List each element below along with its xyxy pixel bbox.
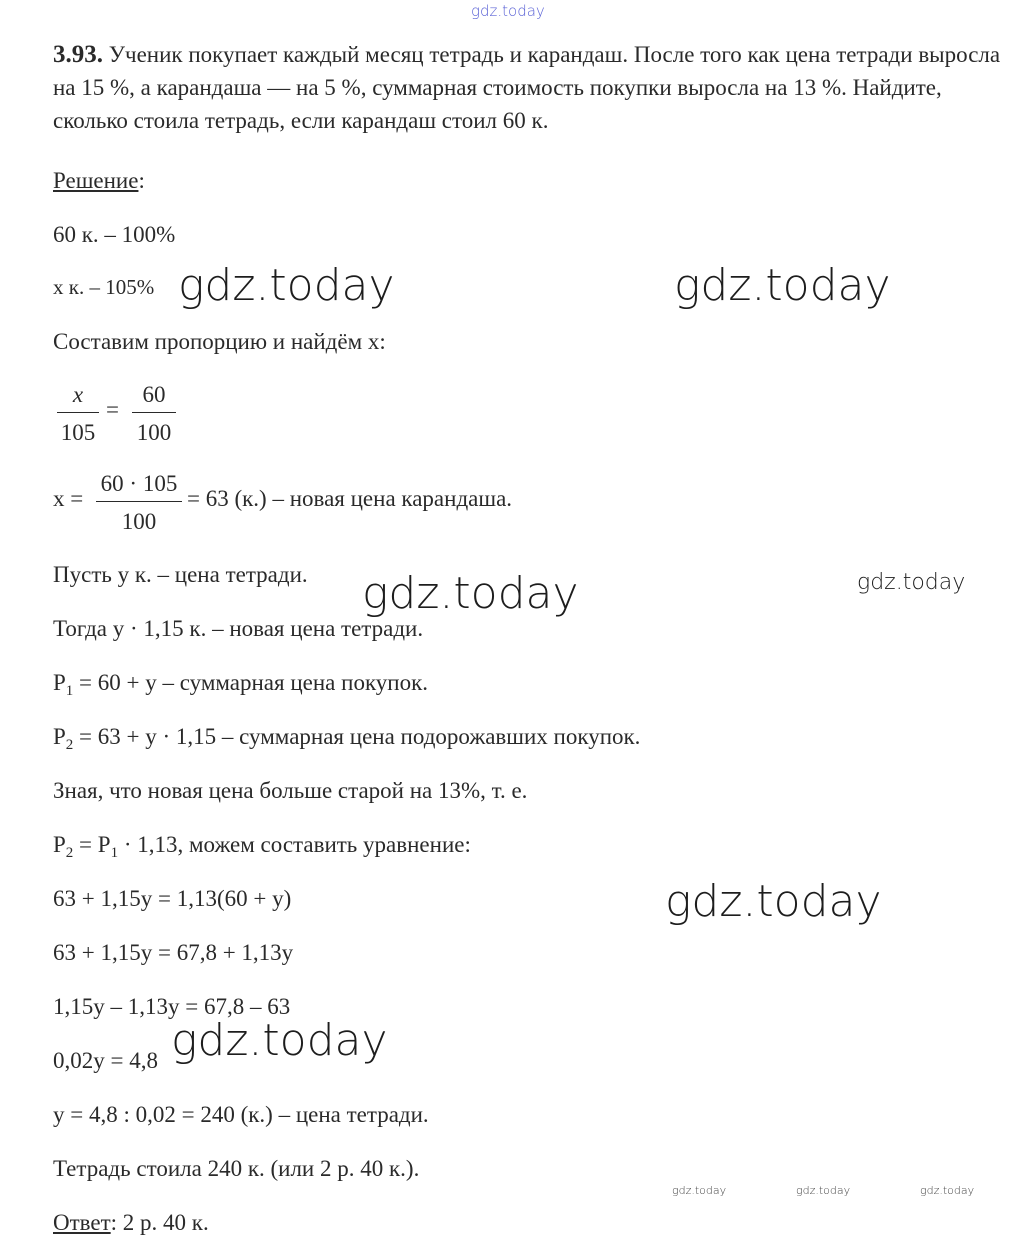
solution-heading-label: Решение [53,168,139,193]
equation-step-3: 1,15у – 1,13у = 67,8 – 63 [53,994,291,1019]
fraction-numerator: 60 · 105 [96,472,182,502]
proportion-left-fraction [57,383,99,444]
proportion-equals: = [106,397,119,422]
watermark-medium: gdz.today [857,570,966,595]
watermark-top: gdz.today [471,2,545,20]
line-p2 [53,724,641,753]
answer-line [53,1211,209,1234]
problem-number: 3.93. [53,41,103,68]
fraction-denominator: 100 [121,509,157,534]
problem-statement [53,38,1018,137]
proportion-right-fraction [132,383,176,444]
line-knowing-13-percent: Зная, что новая цена больше старой на 13%, т. е. [53,778,528,803]
watermark-small-2: gdz.today [796,1184,851,1197]
fraction-denominator: 100 [136,420,172,445]
x-equation-fraction [96,472,182,533]
eq-p1-subscript: 1 [110,845,119,861]
line-p1 [53,670,429,699]
p1-subscript: 1 [65,683,74,699]
fraction-denominator: 105 [60,420,96,445]
p2-symbol: P [53,724,66,749]
equation-step-1: 63 + 1,15у = 1,13(60 + у) [53,886,292,911]
line-compose-proportion: Составим пропорцию и найдём х: [53,329,386,354]
watermark-large-4: gdz.today [665,876,882,927]
line-pencil-new-percent: х к. – 105% [53,275,155,299]
eq-text: · 1,13, можем составить уравнение: [118,832,471,857]
p2-subscript: 2 [65,737,74,753]
x-equation-rhs: = 63 (к.) – новая цена карандаша. [187,486,513,511]
answer-value: : 2 р. 40 к. [110,1210,209,1235]
line-pencil-old-price: 60 к. – 100% [53,222,176,247]
p2-text: = 63 + у · 1,15 – суммарная цена подорожавших покупок. [73,724,641,749]
equation-step-5: у = 4,8 : 0,02 = 240 (к.) – цена тетради. [53,1102,429,1127]
equation-step-4: 0,02у = 4,8 [53,1048,158,1073]
eq-p2-symbol: P [53,832,66,857]
solution-heading [53,169,145,192]
p1-symbol: P [53,670,66,695]
eq-p1-symbol: = P [73,832,111,857]
watermark-large-1: gdz.today [178,260,395,311]
line-new-notebook-price: Тогда у · 1,15 к. – новая цена тетради. [53,616,424,641]
fraction-numerator: x [57,383,99,413]
line-let-y: Пусть у к. – цена тетради. [53,562,308,587]
p1-text: = 60 + у – суммарная цена покупок. [73,670,429,695]
watermark-large-3: gdz.today [362,568,579,619]
watermark-small-1: gdz.today [672,1184,727,1197]
equation-step-2: 63 + 1,15у = 67,8 + 1,13у [53,940,294,965]
eq-p2-subscript: 2 [65,845,74,861]
line-compose-equation [53,832,471,861]
watermark-large-2: gdz.today [674,260,891,311]
fraction-numerator: 60 [132,383,176,413]
watermark-large-5: gdz.today [171,1015,388,1066]
problem-text: Ученик покупает каждый месяц тетрадь и карандаш. После того как цена тетради выросла на 15 %, а карандаша — на 5 %, суммарная стоимость покупки выросла на 13 %. Найдите, сколько стоила тетрадь, если карандаш стоил 60 к. [53,42,1001,133]
solution-heading-colon: : [138,168,145,193]
answer-label: Ответ [53,1210,111,1235]
watermark-small-3: gdz.today [920,1184,975,1197]
conclusion-line: Тетрадь стоила 240 к. (или 2 р. 40 к.). [53,1156,420,1181]
x-equation-lhs: х = [53,486,84,511]
